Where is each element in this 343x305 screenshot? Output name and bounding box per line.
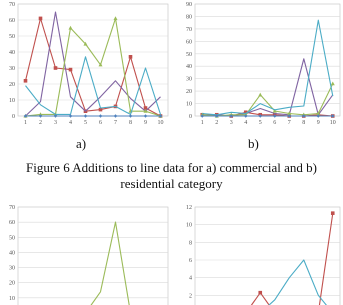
data-point [99, 114, 103, 118]
y-tick-label: 30 [9, 66, 15, 72]
series-line-4 [202, 20, 332, 115]
data-point [69, 68, 73, 72]
y-tick-label: 10 [186, 101, 192, 108]
y-tick-label: 6 [189, 258, 192, 264]
x-tick-label: 1 [200, 120, 204, 126]
series-line-1 [26, 222, 161, 305]
x-tick-label: 4 [244, 120, 248, 126]
y-tick-label: 0 [12, 114, 15, 120]
data-point [331, 211, 335, 215]
x-tick-label: 1 [24, 120, 27, 126]
chart-panel-c [0, 197, 173, 305]
chart-panel-d [178, 197, 343, 305]
y-tick-label: 30 [186, 76, 192, 83]
x-tick-label: 8 [129, 120, 132, 126]
subfigure-label-a: a) [76, 136, 87, 151]
plot-frame [195, 207, 340, 305]
y-tick-label: 60 [9, 18, 15, 24]
chart-c [0, 197, 173, 305]
x-tick-label: 7 [114, 120, 117, 126]
figure-caption-line-2: residential category [120, 176, 223, 191]
data-point [129, 55, 133, 59]
series-line-4 [26, 57, 161, 115]
x-tick-label: 4 [69, 120, 72, 126]
y-tick-label: 70 [9, 205, 15, 211]
y-tick-label: 20 [186, 89, 192, 96]
plot-frame [18, 207, 168, 305]
y-tick-label: 40 [186, 64, 192, 71]
data-point [39, 17, 43, 21]
x-tick-label: 3 [229, 120, 233, 126]
x-tick-label: 5 [258, 120, 262, 126]
y-tick-label: 8 [189, 240, 192, 247]
y-tick-label: 20 [9, 82, 15, 88]
y-tick-label: 80 [186, 14, 192, 21]
y-tick-label: 10 [9, 295, 15, 302]
y-tick-label: 2 [189, 293, 192, 300]
y-tick-label: 50 [9, 235, 15, 242]
x-tick-label: 3 [54, 120, 57, 126]
y-tick-label: 60 [9, 220, 15, 227]
y-tick-label: 10 [9, 98, 15, 104]
x-tick-label: 10 [157, 120, 164, 126]
data-point [84, 114, 88, 118]
chart-a [0, 0, 173, 125]
x-tick-label: 9 [144, 120, 147, 126]
y-tick-label: 12 [186, 205, 192, 211]
series-line-1 [202, 213, 332, 305]
y-tick-label: 30 [9, 265, 15, 272]
x-tick-label: 9 [316, 120, 320, 126]
data-point [144, 114, 148, 118]
data-point [54, 66, 58, 70]
y-tick-label: 70 [186, 26, 192, 33]
chart-panel-a [0, 0, 173, 125]
data-point [114, 114, 118, 118]
y-tick-label: 70 [9, 2, 15, 8]
y-tick-label: 20 [9, 280, 15, 287]
series-line-2 [26, 12, 161, 116]
x-tick-label: 10 [329, 120, 336, 126]
y-tick-label: 50 [9, 34, 15, 40]
chart-b [178, 0, 343, 125]
x-tick-label: 5 [84, 120, 87, 126]
x-tick-label: 7 [287, 120, 291, 126]
data-point [258, 93, 262, 97]
data-point [69, 26, 73, 30]
x-tick-label: 2 [39, 120, 42, 126]
y-tick-label: 10 [186, 222, 192, 229]
data-point [258, 291, 262, 295]
series-line-2 [202, 59, 332, 116]
data-point [331, 81, 335, 85]
y-tick-label: 50 [186, 51, 192, 58]
data-point [129, 114, 133, 118]
x-tick-label: 8 [302, 120, 306, 126]
figure-caption-line-1: Figure 6 Additions to line data for a) commercial and b) [26, 160, 317, 175]
x-tick-label: 6 [273, 120, 277, 126]
x-tick-label: 6 [99, 120, 102, 126]
chart-d [178, 197, 343, 305]
y-tick-label: 90 [186, 2, 192, 8]
subfigure-label-b: b) [248, 136, 259, 151]
data-point [114, 16, 118, 20]
data-point [24, 79, 28, 83]
series-line-2 [202, 260, 332, 305]
y-tick-label: 4 [189, 275, 192, 282]
x-tick-label: 2 [215, 120, 219, 126]
chart-panel-b [178, 0, 343, 125]
y-tick-label: 0 [189, 114, 192, 120]
y-tick-label: 60 [186, 39, 192, 46]
y-tick-label: 40 [9, 250, 15, 257]
y-tick-label: 40 [9, 50, 15, 56]
